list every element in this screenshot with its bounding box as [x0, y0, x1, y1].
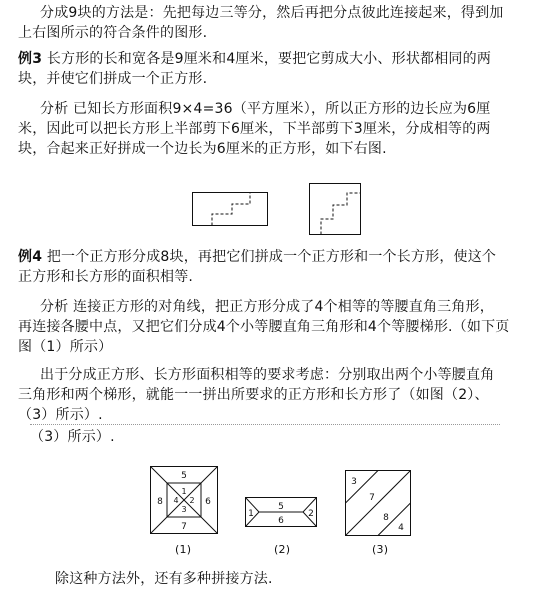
fig1-label-1: 1: [181, 487, 187, 496]
fig1-label-6: 6: [205, 497, 211, 507]
fig2-label-5: 5: [278, 502, 284, 512]
example3-analysis-3: 块，合起来正好拼成一个边长为6厘米的正方形，如下右图.: [18, 141, 387, 157]
figure-1-caption: (1): [175, 543, 192, 556]
example3-line-2: 块，并使它们拼成一个正方形.: [18, 71, 208, 87]
fig3-label-3: 3: [351, 477, 357, 487]
figure-3-caption: (3): [372, 543, 389, 556]
example4-heading: [18, 248, 496, 266]
fig1-label-3: 3: [181, 505, 187, 514]
figure-3-square: [345, 470, 411, 536]
closing-text: 除这种方法外，还有多种拼接方法.: [55, 571, 273, 587]
fig1-label-5: 5: [181, 471, 187, 481]
square-staircase-figure: [309, 183, 361, 235]
fig3-label-8: 8: [383, 513, 389, 523]
figure-2-caption: (2): [274, 543, 291, 556]
fig2-label-6: 6: [278, 516, 284, 526]
fig1-label-4: 4: [173, 496, 179, 505]
intro-line-1: 分成9块的方法是：先把每边三等分，然后再把分点彼此连接起来，得到加: [40, 5, 504, 21]
fig1-label-7: 7: [181, 522, 187, 532]
example4-label: 例4: [18, 249, 43, 265]
example4-analysis-3: 图（1）所示）: [18, 339, 113, 355]
fig2-label-2: 2: [308, 509, 314, 519]
rectangle-staircase-figure: [192, 192, 268, 226]
intro-line-2: 上右图所示的符合条件的图形.: [18, 25, 208, 41]
example3-line-1: 长方形的长和宽各是9厘米和4厘米，要把它剪成大小、形状都相同的两: [46, 51, 492, 67]
example3-analysis-1: 分析 已知长方形面积9×4=36（平方厘米），所以正方形的边长应为6厘: [40, 101, 491, 117]
fig1-label-2: 2: [189, 496, 195, 505]
example4-line-2: 正方形和长方形的面积相等.: [18, 269, 194, 285]
example4-para-3-repeat: （3）所示）.: [30, 429, 115, 445]
example4-para-3: （3）所示）.: [18, 407, 103, 423]
page-break-divider: [30, 424, 500, 425]
fig2-label-1: 1: [248, 509, 254, 519]
fig3-label-4: 4: [398, 523, 404, 533]
figure-1-square-division: [150, 466, 218, 534]
example3-analysis-2: 米，因此可以把长方形上半部剪下6厘米，下半部剪下3厘米，分成相等的两: [18, 121, 491, 137]
fig1-label-8: 8: [157, 497, 163, 507]
example4-line-1: 把一个正方形分成8块，再把它们拼成一个正方形和一个长方形，使这个: [46, 249, 497, 265]
example4-para-2: 三角形和两个梯形，就能一一拼出所要求的正方形和长方形了（如图（2）、: [18, 387, 489, 403]
fig3-label-7: 7: [369, 493, 375, 503]
example4-analysis-2: 再连接各腰中点，又把它们分成4个小等腰直角三角形和4个等腰梯形.（如下页: [18, 319, 510, 335]
example3-label: 例3: [18, 51, 43, 67]
figure-2-rectangle: [245, 497, 317, 527]
example4-analysis-1: 分析 连接正方形的对角线，把正方形分成了4个相等的等腰直角三角形，: [40, 299, 494, 315]
example4-para-1: 出于分成正方形、长方形面积相等的要求考虑：分别取出两个小等腰直角: [40, 367, 495, 383]
example3-heading: [18, 50, 491, 68]
